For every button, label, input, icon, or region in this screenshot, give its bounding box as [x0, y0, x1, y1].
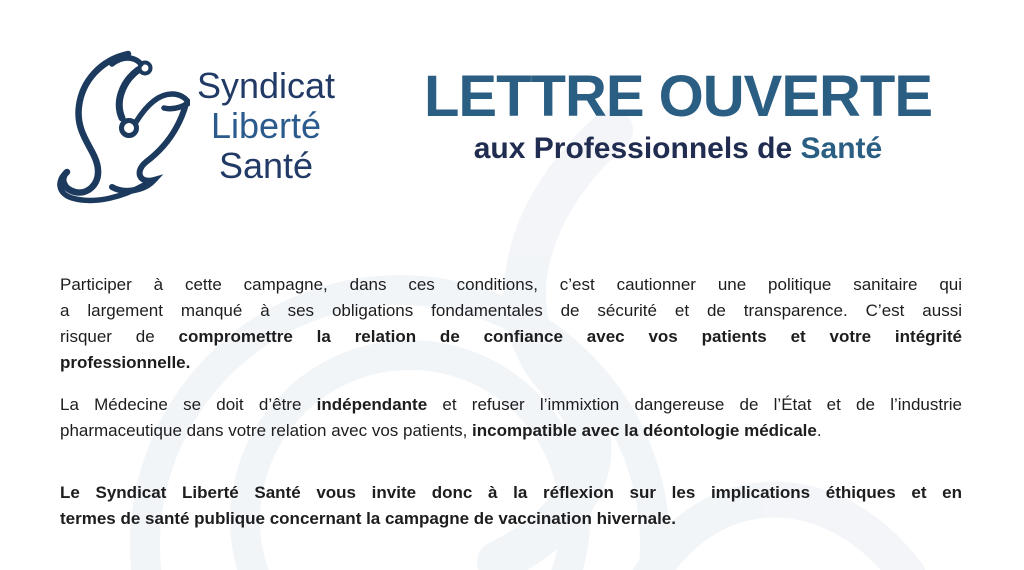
text-line [60, 418, 962, 444]
title-block [404, 64, 952, 165]
subtitle-prefix: aux Professionnels de [473, 132, 801, 165]
text-segment: et refuser l’immixtion dangereuse de l’État et de l’industrie [427, 395, 962, 414]
bold-text-segment: professionnelle. [60, 353, 191, 372]
text-line [60, 298, 962, 324]
text-line [60, 392, 962, 418]
text-line [60, 324, 962, 350]
bold-text-segment: termes de santé publique concernant la campagne de vaccination hivernale. [60, 509, 676, 528]
logo-wordmark [183, 66, 349, 186]
text-line [60, 272, 962, 298]
letter-body [60, 272, 962, 532]
text-line [60, 480, 962, 506]
text-line [60, 506, 962, 532]
paragraph-3 [60, 480, 962, 532]
paragraph-1 [60, 272, 962, 376]
bold-text-segment: incompatible avec la déontologie médicale [472, 421, 817, 440]
bold-text-segment: indépendante [316, 395, 428, 414]
text-segment: La Médecine se doit d’être [60, 395, 317, 414]
text-line [60, 350, 962, 376]
logo-line-sante: Santé [218, 145, 314, 186]
subtitle-highlight: Santé [800, 132, 883, 165]
text-segment: risquer de [60, 327, 179, 346]
text-segment: Participer à cette campagne, dans ces conditions, c’est cautionner une politique sanitaire qui [60, 275, 962, 294]
logo-line-syndicat: Syndicat [196, 65, 336, 106]
dove-logo-icon [52, 42, 190, 214]
paragraph-2 [60, 392, 962, 444]
bold-text-segment: compromettre la relation de confiance avec vos patients et votre intégrité [178, 327, 962, 346]
text-segment: a largement manqué à ses obligations fondamentales de sécurité et de transparence. C’est aussi [60, 301, 962, 320]
text-segment: pharmaceutique dans votre relation avec vos patients, [60, 421, 473, 440]
logo-line-liberte: Liberté [210, 105, 322, 146]
bold-text-segment: Le Syndicat Liberté Santé vous invite donc à la réflexion sur les implications éthiques et en [60, 483, 962, 502]
text-segment: . [816, 421, 822, 440]
page-title: LETTRE OUVERTE [423, 64, 933, 129]
page-subtitle [404, 133, 952, 165]
